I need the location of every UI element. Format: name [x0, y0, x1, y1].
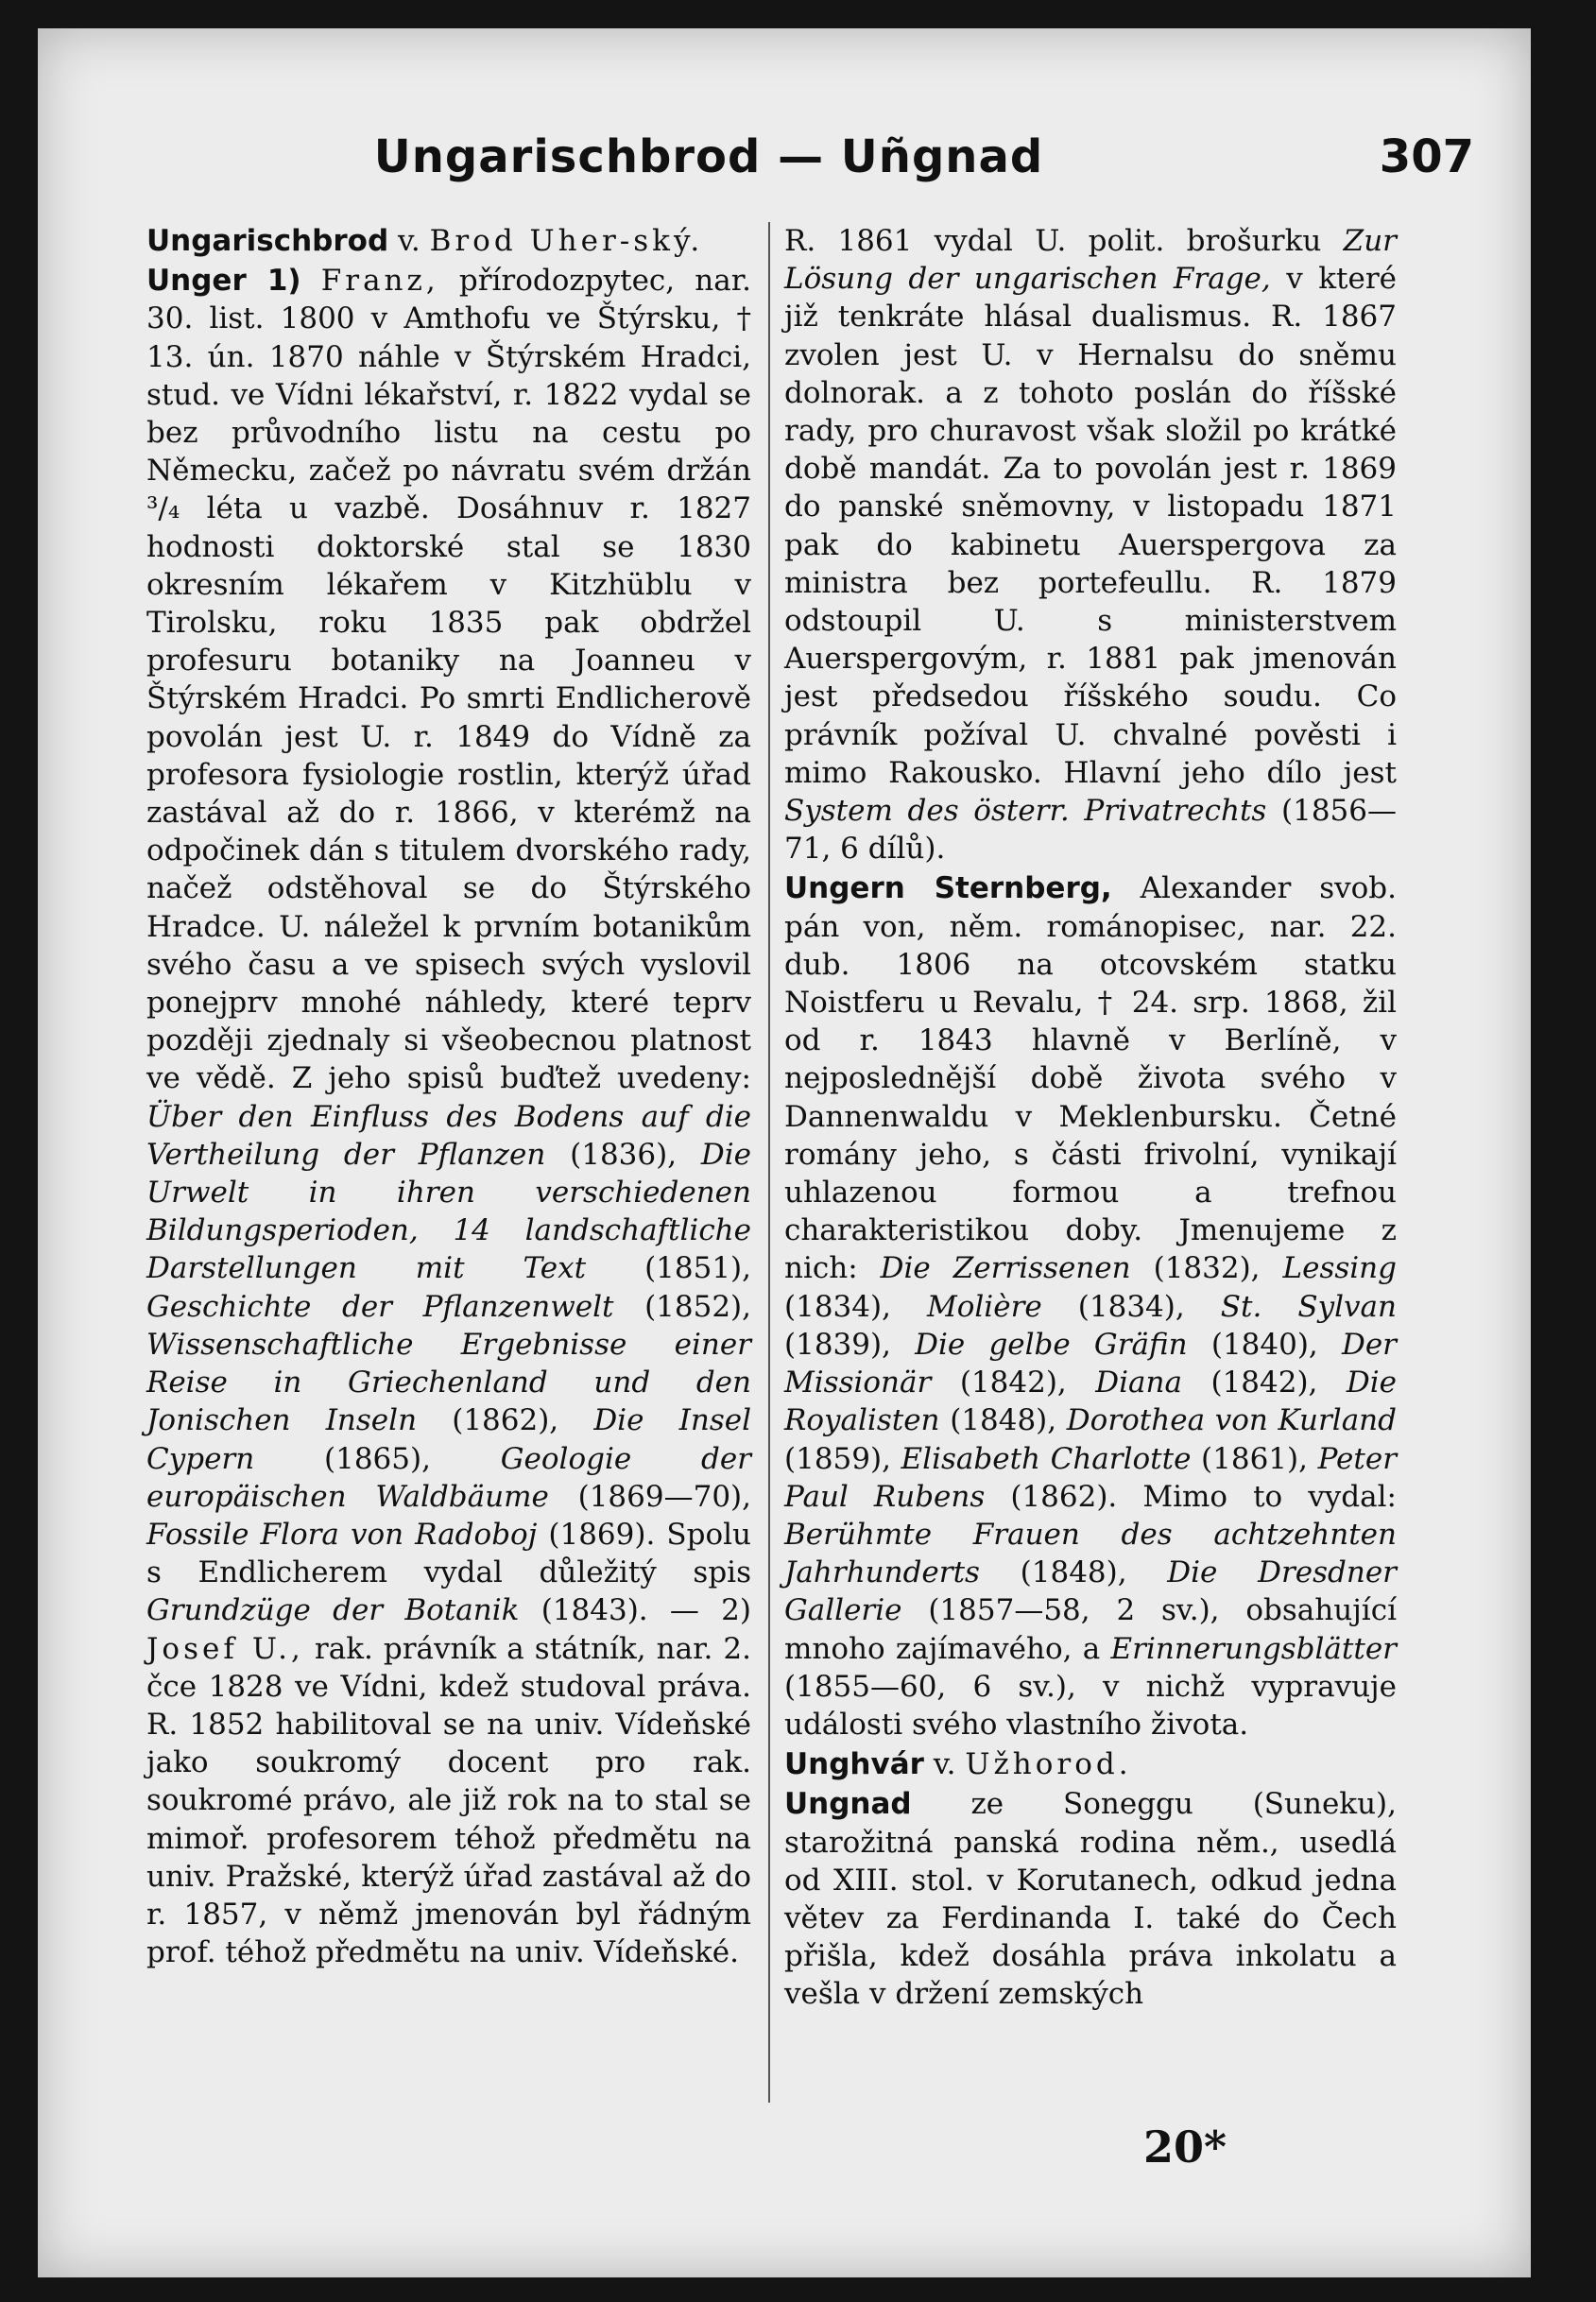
work-title: Wissenschaftliche Ergebnisse einer Reise in Griechenland und den Jonischen Inseln — [146, 1327, 751, 1438]
headword: Ungern Sternberg, — [784, 871, 1112, 906]
entry-unger-continued: R. 1861 vydal U. polit. brošurku Zur Lösung der ungarischen Frage, v které již tenkráte hlásal dualismus. R. 1867 zvolen jest U. v Hernalsu do sněmu dolnorak. a z tohoto poslán do říšské rady, pro churavost však složil po krátké době mandát. Za to povolán jest r. 1869 do panské sněmovny, v listopadu 1871 pak do kabinetu Auerspergova za ministra bez portefeullu. R. 1879 odstoupil U. s ministerstvem Auerspergovým, r. 1881 pak jmenován jest předsedou říšského soudu. Co právník požíval U. chvalné pověsti i mimo Rakousko. Hlavní jeho dílo jest System des österr. Privatrechts (1856—71, 6 dílů). — [784, 224, 1397, 867]
work-title: Fossile Flora von Radoboj — [146, 1517, 538, 1552]
work-title: Der Missionär — [784, 1327, 1398, 1400]
headword: Unghvár — [784, 1747, 924, 1782]
left-column — [146, 222, 751, 1973]
work-title: Molière — [926, 1289, 1042, 1324]
work-title: Die gelbe Gräfin — [915, 1327, 1188, 1362]
page-header — [38, 130, 1531, 187]
work-title: Erinnerungsblätter — [1110, 1631, 1397, 1666]
work-title: Grundzüge der Botanik — [146, 1593, 520, 1628]
headword: Unger 1) — [146, 264, 301, 299]
printer-signature: 20* — [1143, 2122, 1227, 2173]
entry-ungnad: Ungnad ze Soneggu (Suneku), starožitná panská rodina něm., usedlá od XIII. stol. v Korutanech, odkud jedna větev za Ferdinanda I. také do Čech přišla, kdež dosáhla práva inkolatu a vešla v držení zemských — [784, 1787, 1397, 2012]
work-title: Geologie der europäischen Waldbäume — [146, 1441, 752, 1514]
entry-ungern-sternberg: Ungern Sternberg, Alexander svob. pán von, něm. románopisec, nar. 22. dub. 1806 na otcovském statku Noistferu u Revalu, † 24. srp. 1868, žil od r. 1843 hlavně v Berlíně, v nejposlednější době života svého v Dannenwaldu v Meklenbursku. Četné romány jeho, s části frivolní, vynikají uhlazenou formou a trefnou charakteristikou doby. Jmenujeme z nich: Die Zerrissenen (1832), Lessing (1834), Molière (1834), St. Sylvan (1839), Die gelbe Gräfin (1840), Der Missionär (1842), Diana (1842), Die Royalisten (1848), Dorothea von Kurland (1859), Elisabeth Charlotte (1861), Peter Paul Rubens (1862). Mimo to vydal: Berühmte Frauen des achtzehnten Jahrhunderts (1848), Die Dresdner Gallerie (1857—58, 2 sv.), obsahující mnoho zajímavého, a Erinnerungsblätter (1855—60, 6 sv.), v nichž vypravuje události svého vlastního života. — [784, 871, 1398, 1742]
entry-unger: Unger 1) Franz, přírodozpytec, nar. 30. list. 1800 v Amthofu ve Štýrsku, † 13. ún. 1870 náhle v Štýrském Hradci, stud. ve Vídni lékařství, r. 1822 vydal se bez průvodního listu na cestu po Německu, začež po návratu svém držán ³/₄ léta u vazbě. Dosáhnuv r. 1827 hodnosti doktorské stal se 1830 okresním lékařem v Kitzhüblu v Tirolsku, roku 1835 pak obdržel profesuru botaniky na Joanneu v Štýrském Hradci. Po smrti Endlicherově povolán jest U. r. 1849 do Vídně za profesora fysiologie rostlin, kterýž úřad zastával až do r. 1866, v kterémž na odpočinek dán s titulem dvorského rady, načež odstěhoval se do Štýrského Hradce. U. náležel k prvním botanikům svého času a ve spisech svých vyslovil ponejprv mnohé náhledy, které teprv později zjednaly si všeobecnou platnost ve vědě. Z jeho spisů buďtež uvedeny: Über den Einfluss des Bodens auf die Vertheilung der Pflanzen (1836), Die Urwelt in ihren verschiedenen Bildungsperioden, 14 landschaftliche Darstellungen mit Text (1851), Geschichte der Pflanzenwelt (1852), Wissenschaftliche Ergebnisse einer Reise in Griechenland und den Jonischen Inseln (1862), Die Insel Cypern (1865), Geologie der europäischen Waldbäume (1869—70), Fossile Flora von Radoboj (1869). Spolu s Endlicherem vydal důležitý spis Grundzüge der Botanik (1843). — 2) Josef U., rak. právník a státník, nar. 2. čce 1828 ve Vídni, kdež studoval práva. R. 1852 habilitoval se na univ. Vídeňské jako soukromý docent pro rak. soukromé právo, ale již rok na to stal se mimoř. profesorem téhož předmětu na univ. Pražské, kterýž úřad zastával až do r. 1857, v němž jmenován byl řádným prof. téhož předmětu na univ. Vídeňské. — [146, 264, 752, 1970]
work-title: Elisabeth Charlotte — [901, 1441, 1192, 1476]
work-title: Die Dresdner Gallerie — [784, 1555, 1397, 1628]
work-title: Diana — [1095, 1366, 1182, 1400]
column-divider — [768, 222, 770, 2103]
headword: Ungarischbrod — [146, 224, 389, 258]
work-title: St. Sylvan — [1220, 1289, 1397, 1324]
work-title: Die Royalisten — [784, 1366, 1398, 1438]
work-title: Lessing — [1282, 1251, 1397, 1286]
work-title: Die Urwelt in ihren verschiedenen Bildungsperioden, 14 landschaftliche Darstellungen mit Text — [146, 1137, 752, 1286]
entry-unghvar: Unghvár v. Užhorod. — [784, 1747, 1132, 1782]
work-title: Die Zerrissenen — [880, 1251, 1131, 1286]
entry-ungarischbrod: Ungarischbrod v. Brod Uher-ský. — [146, 224, 704, 258]
running-head: Ungarischbrod — Uñgnad — [373, 130, 1044, 183]
work-title: Zur Lösung der ungarischen Frage, — [784, 224, 1397, 297]
work-title: Berühmte Frauen des achtzehnten Jahrhunderts — [784, 1517, 1397, 1590]
work-title: Geschichte der Pflanzenwelt — [146, 1289, 614, 1324]
work-title: Peter Paul Rubens — [784, 1441, 1398, 1514]
book-page — [38, 28, 1531, 2277]
work-title: Die Insel Cypern — [146, 1403, 751, 1476]
right-column — [784, 222, 1397, 2016]
work-title: System des österr. Privatrechts — [784, 794, 1267, 829]
work-title: Über den Einfluss des Bodens auf die Vertheilung der Pflanzen — [146, 1099, 751, 1172]
headword: Ungnad — [784, 1787, 912, 1822]
page-number: 307 — [1379, 130, 1474, 183]
work-title: Dorothea von Kurland — [1066, 1403, 1397, 1438]
